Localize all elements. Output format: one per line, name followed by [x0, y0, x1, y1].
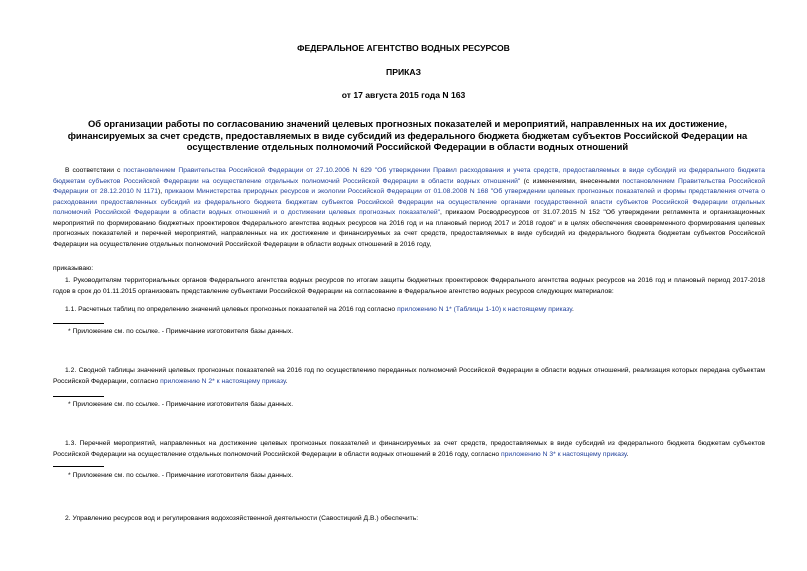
preamble-text-4: , приказом Росводресурсов от 31.07.2015 N 152 "Об утверждении регламента и организационных мероприятий по формированию бюджетных проектировок Федерального агентства водных ресурсов на 2016 год и на плановый период 2017 и 2018 годов" и в целях обеспечения своевременного формирования целевых прогнозных показателей и перечней мероприятий, направленных на их достижение и финансируемых за счет средств, предоставляемых в виде субсидий из федерального бюджета бюджетам субъектов Российской Федерации на осуществление отдельных полномочий Российской Федерации в области водных отношений в 2016 году,	[53, 209, 765, 248]
item-1-3-text: 1.3. Перечней мероприятий, направленных на достижение целевых прогнозных показателей и финансируемых за счет средств, предоставляемых в виде субсидий из федерального бюджета бюджетам субъектов Российской Федерации на осуществление отдельных полномочий Российской Федерации в области водных отношений в 2016 году, согласно	[53, 440, 765, 458]
document-type: ПРИКАЗ	[386, 67, 421, 77]
item-1-3: 1.3. Перечней мероприятий, направленных на достижение целевых прогнозных показателей и финансируемых за счет средств, предоставляемых в виде субсидий из федерального бюджета бюджетам субъектов Российской Федерации на осуществление отдельных полномочий Российской Федерации в области водных отношений в 2016 году, согласно приложению N 3* к настоящему приказу.	[53, 440, 765, 458]
preamble-paragraph	[53, 166, 765, 250]
order-word: приказываю:	[53, 265, 94, 272]
item-1-1: 1.1. Расчетных таблиц по определению значений целевых прогнозных показателей на 2016 год согласно приложению N 1* (Таблицы 1-10) к настоящему приказу.	[65, 306, 574, 313]
link-order-168[interactable]: приказом Министерства природных ресурсов и экологии Российской Федерации от 01.08.2008 N 168 "Об утверждении целевых прогнозных показателей и формы представления отчета о расходовании предоставленных субсидий из федерального бюджета бюджетам субъектов Российской Федерации на осуществление органами государственной власти субъектов Российской Федерации отдельных полномочий Российской Федерации в области водных отношений и о достижении целевых прогнозных показателей"	[53, 188, 765, 216]
link-decree-1171[interactable]: постановлением Правительства Российской Федерации от 28.12.2010 N 1171	[53, 177, 765, 195]
item-1-1-text: 1.1. Расчетных таблиц по определению значений целевых прогнозных показателей на 2016 год согласно	[65, 306, 398, 313]
link-appendix-1[interactable]: приложению N 1* (Таблицы 1-10) к настоящему приказу	[397, 306, 572, 313]
agency-name: ФЕДЕРАЛЬНОЕ АГЕНТСТВО ВОДНЫХ РЕСУРСОВ	[297, 43, 510, 53]
footnote-divider	[53, 323, 104, 324]
footnote-divider	[53, 396, 104, 397]
link-appendix-3[interactable]: приложению N 3* к настоящему приказу	[501, 450, 627, 458]
footnote-divider	[53, 466, 104, 467]
preamble-text-1: В соответствии с	[65, 167, 124, 174]
link-decree-629[interactable]: постановлением Правительства Российской Федерации от 27.10.2006 N 629 "Об утверждении Правил расходования и учета средств, предоставляемых в виде субсидий из федерального бюджета бюджетам субъектов Российской Федерации на осуществление отдельных полномочий Российской Федерации в области водных отношений"	[53, 167, 765, 185]
footnote: * Приложение см. по ссылке. - Примечание изготовителя базы данных.	[68, 472, 294, 479]
footnote: * Приложение см. по ссылке. - Примечание изготовителя базы данных.	[68, 401, 294, 408]
document-title: Об организации работы по согласованию значений целевых прогнозных показателей и мероприятий, направленных на их достижение, финансируемых за счет средств, предоставляемых в виде субсидий из федерального бюджета бюджетам субъектов Российской Федерации на осуществление отдельных полномочий Российской Федерации в области водных отношений	[67, 118, 748, 153]
preamble-text-2: (с изменениями, внесенными	[520, 177, 623, 185]
document-date: от 17 августа 2015 года N 163	[341, 90, 466, 100]
item-1-2-text: 1.2. Сводной таблицы значений целевых прогнозных показателей на 2016 год по осуществлению переданных полномочий Российской Федерации в области водных отношений, реализация которых передана субъектам Российской Федерации, согласно	[53, 367, 765, 385]
link-appendix-2[interactable]: приложению N 2* к настоящему приказу	[160, 377, 286, 385]
item-1: 1. Руководителям территориальных органов Федерального агентства водных ресурсов по итогам защиты бюджетных проектировок Федерального агентства водных ресурсов на 2016 год и плановый период 2017-2018 годов в срок до 01.11.2015 организовать представление субъектами Российской Федерации на согласование в Федеральное агентство водных ресурсов следующих материалов:	[53, 277, 765, 295]
footnote: * Приложение см. по ссылке. - Примечание изготовителя базы данных.	[68, 328, 294, 335]
item-1-2: 1.2. Сводной таблицы значений целевых прогнозных показателей на 2016 год по осуществлению переданных полномочий Российской Федерации в области водных отношений, реализация которых передана субъектам Российской Федерации, согласно приложению N 2* к настоящему приказу.	[53, 367, 765, 385]
item-2: 2. Управлению ресурсов вод и регулирования водохозяйственной деятельности (Савостицкий Д.В.) обеспечить:	[65, 515, 419, 522]
preamble-text-3: ),	[158, 188, 165, 195]
